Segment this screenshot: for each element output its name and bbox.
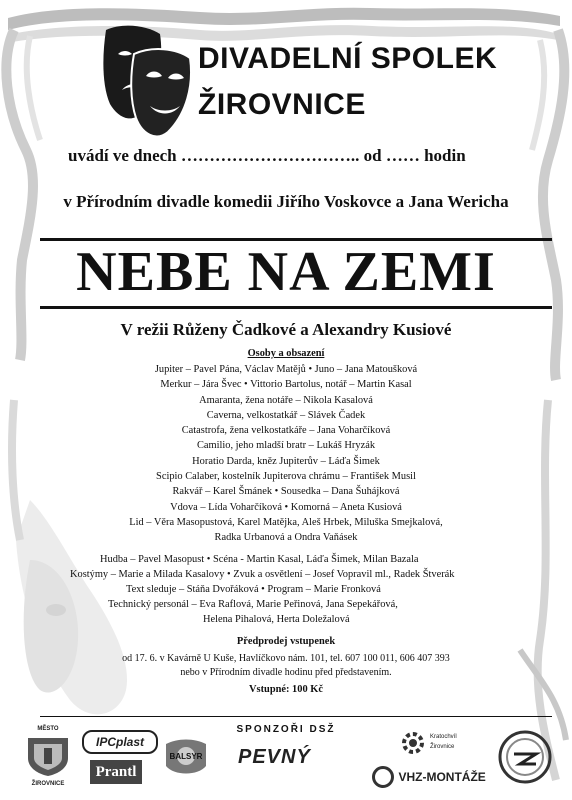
cast-list	[0, 362, 572, 546]
theatre-masks-icon	[100, 20, 196, 140]
kratochvil-label: Kratochvíl	[430, 734, 457, 740]
gear-icon	[400, 730, 426, 756]
divider-bottom	[40, 306, 552, 309]
divider-sponsors	[40, 716, 552, 717]
presents-line: uvádí ve dnech ………………………….. od …… hodin	[68, 146, 466, 165]
round-emblem-icon	[498, 730, 552, 784]
price: Vstupné: 100 Kč	[249, 684, 323, 695]
cast-line: Jupiter – Pavel Pána, Václav Matějů • Juno – Jana Matoušková	[154, 364, 418, 375]
crew-line: Kostýmy – Marie a Milada Kasalovy • Zvuk a osvětlení – Josef Vopravil ml., Radek Štverák	[70, 569, 455, 580]
cast-line: Caverna, velkostatkář – Slávek Čadek	[206, 409, 366, 421]
vhz-label: VHZ-MONTÁŽE	[398, 770, 486, 784]
mesto-label: MĚSTO	[37, 726, 59, 732]
pevny-logo: PEVNÝ	[238, 746, 311, 768]
zirovnice-label: ŽIROVNICE	[31, 781, 65, 787]
cast-line: Radka Urbanová a Ondra Vaňásek	[214, 532, 358, 544]
cast-line: Vdova – Lída Voharčíková • Komorná – Aneta Kusiová	[170, 501, 402, 513]
crew-line: Helena Pihalová, Herta Doležalová	[203, 614, 350, 625]
cast-line: Scipio Calaber, kostelník Jupiterova chrámu – František Musil	[156, 471, 416, 483]
crew-line: Technický personál – Eva Raflová, Marie Peřinová, Jana Sepekářová,	[108, 599, 398, 610]
cast-line: Camilio, jeho mladší bratr – Lukáš Hryzák	[196, 440, 376, 452]
kratochvil-logo	[400, 730, 470, 758]
mesto-zirovnice-logo	[22, 726, 74, 792]
vhz-circle-icon	[372, 766, 394, 788]
direction-line: V režii Růženy Čadkové a Alexandry Kusiové	[120, 320, 452, 339]
presale-block	[0, 652, 572, 680]
cast-heading: Osoby a obsazení	[247, 348, 325, 359]
balsyr-label: BALSYR	[169, 752, 203, 761]
presale-heading: Předprodej vstupenek	[236, 636, 336, 647]
crew-line: Text sleduje – Stáňa Dvořáková • Program – Marie Fronková	[126, 584, 381, 595]
org-name-line1: DIVADELNÍ SPOLEK	[198, 42, 498, 75]
prantl-logo: Prantl	[90, 760, 142, 784]
crew-line: Hudba – Pavel Masopust • Scéna - Martin Kasal, Láďa Šimek, Milan Bazala	[100, 554, 419, 565]
org-name-line2: ŽIROVNICE	[198, 88, 366, 121]
presale-line: od 17. 6. v Kavárně U Kuše, Havlíčkovo nám. 101, tel. 607 100 011, 606 407 393	[122, 653, 450, 664]
cast-line: Merkur – Jára Švec • Vittorio Bartolus, notář – Martin Kasal	[160, 379, 412, 391]
cast-line: Rakvář – Karel Šmánek • Sousedka – Dana Šuhájková	[172, 486, 400, 498]
kratochvil-sub-label: Žirovnice	[430, 744, 455, 750]
cast-line: Lid – Věra Masopustová, Karel Matějka, Aleš Hrbek, Miluška Smejkalová,	[129, 516, 443, 528]
venue-line: v Přírodním divadle komedii Jiřího Voskovce a Jana Wericha	[63, 192, 509, 211]
sponsors-heading: SPONZOŘI DSŽ	[236, 724, 336, 735]
ipc-plast-logo: IPCplast	[82, 730, 158, 754]
presale-line: nebo v Přírodním divadle hodinu před představením.	[180, 667, 392, 678]
coat-of-arms-icon	[22, 732, 74, 776]
play-title: NEBE NA ZEMI	[76, 241, 496, 303]
cast-line: Horatio Darda, kněz Jupiterův – Láďa Šimek	[192, 455, 380, 467]
balsyr-logo	[162, 736, 210, 784]
cast-line: Amaranta, žena notáře – Nikola Kasalová	[199, 394, 373, 406]
cast-line: Catastrofa, žena velkostatkáře – Jana Voharčíková	[181, 425, 391, 437]
vhz-montaze-logo	[372, 766, 502, 786]
